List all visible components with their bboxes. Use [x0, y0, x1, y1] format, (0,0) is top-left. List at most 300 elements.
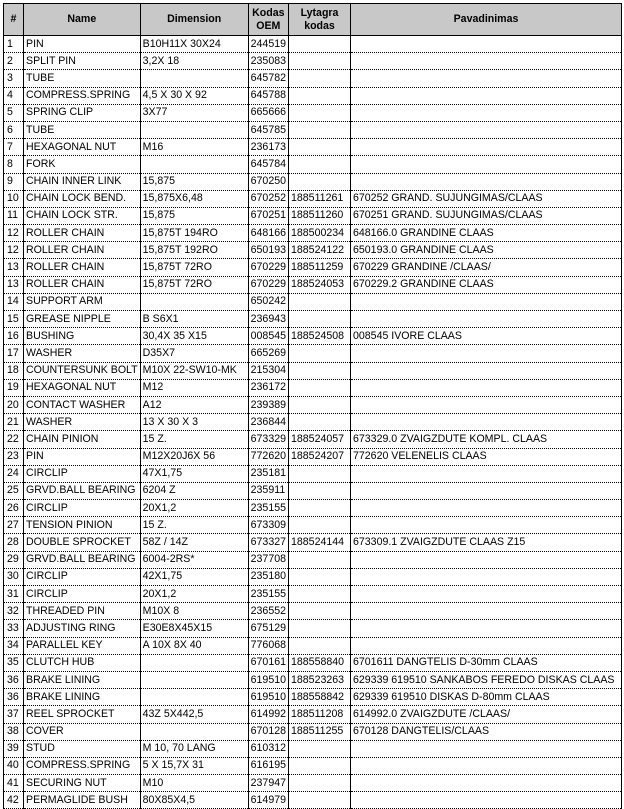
cell-name: ROLLER CHAIN	[24, 276, 141, 293]
cell-pavadinimas	[351, 603, 622, 620]
table-row	[4, 173, 622, 190]
cell-kodas-oem: 235911	[248, 482, 288, 499]
cell-dimension: M16	[140, 139, 248, 156]
cell-kodas-oem: 239389	[248, 396, 288, 413]
cell-pavadinimas	[351, 414, 622, 431]
cell-kodas-oem: 645785	[248, 121, 288, 138]
header-num: #	[4, 4, 24, 36]
table-row	[4, 87, 622, 104]
cell-num: 1	[4, 36, 24, 53]
cell-name: DOUBLE SPROCKET	[24, 534, 141, 551]
cell-kodas-oem: 673327	[248, 534, 288, 551]
cell-pavadinimas	[351, 70, 622, 87]
cell-lytagra-kodas	[289, 568, 351, 585]
cell-pavadinimas	[351, 465, 622, 482]
cell-pavadinimas: 629339 619510 SANKABOS FEREDO DISKAS CLAAS	[351, 671, 622, 688]
cell-lytagra-kodas	[289, 345, 351, 362]
table-row	[4, 757, 622, 774]
table-row	[4, 671, 622, 688]
cell-dimension: B S6X1	[140, 311, 248, 328]
header-lytagra-kodas-line1: Lytagra	[300, 6, 339, 19]
cell-kodas-oem: 236943	[248, 311, 288, 328]
cell-lytagra-kodas	[289, 396, 351, 413]
cell-pavadinimas	[351, 792, 622, 809]
cell-pavadinimas	[351, 311, 622, 328]
cell-pavadinimas	[351, 53, 622, 70]
cell-lytagra-kodas	[289, 482, 351, 499]
cell-dimension: 15 Z.	[140, 517, 248, 534]
cell-lytagra-kodas	[289, 311, 351, 328]
cell-kodas-oem: 670128	[248, 723, 288, 740]
cell-kodas-oem: 650242	[248, 293, 288, 310]
cell-lytagra-kodas	[289, 293, 351, 310]
cell-lytagra-kodas	[289, 104, 351, 121]
table-row	[4, 482, 622, 499]
cell-kodas-oem: 235180	[248, 568, 288, 585]
table-row	[4, 448, 622, 465]
cell-num: 17	[4, 345, 24, 362]
cell-name: TUBE	[24, 70, 141, 87]
cell-lytagra-kodas	[289, 379, 351, 396]
cell-name: SUPPORT ARM	[24, 293, 141, 310]
cell-name: CIRCLIP	[24, 465, 141, 482]
cell-num: 25	[4, 482, 24, 499]
table-row	[4, 362, 622, 379]
cell-num: 13	[4, 259, 24, 276]
cell-lytagra-kodas	[289, 465, 351, 482]
cell-num: 15	[4, 311, 24, 328]
table-row	[4, 36, 622, 53]
table-row	[4, 775, 622, 792]
cell-kodas-oem: 776068	[248, 637, 288, 654]
cell-dimension: 3X77	[140, 104, 248, 121]
cell-name: PIN	[24, 448, 141, 465]
cell-dimension	[140, 293, 248, 310]
cell-name: GRVD.BALL BEARING	[24, 482, 141, 499]
cell-kodas-oem: 665666	[248, 104, 288, 121]
cell-name: ROLLER CHAIN	[24, 225, 141, 242]
table-row	[4, 259, 622, 276]
cell-num: 18	[4, 362, 24, 379]
cell-name: ROLLER CHAIN	[24, 259, 141, 276]
cell-dimension: M10	[140, 775, 248, 792]
cell-dimension: D35X7	[140, 345, 248, 362]
table-row	[4, 654, 622, 671]
cell-num: 11	[4, 207, 24, 224]
cell-lytagra-kodas: 188558842	[289, 689, 351, 706]
cell-pavadinimas	[351, 517, 622, 534]
cell-name: CHAIN PINION	[24, 431, 141, 448]
cell-lytagra-kodas	[289, 517, 351, 534]
cell-kodas-oem: 235083	[248, 53, 288, 70]
cell-num: 13	[4, 276, 24, 293]
cell-name: TUBE	[24, 121, 141, 138]
cell-kodas-oem: 008545	[248, 328, 288, 345]
cell-pavadinimas: 670251 GRAND. SUJUNGIMAS/CLAAS	[351, 207, 622, 224]
cell-name: BRAKE LINING	[24, 671, 141, 688]
cell-name: CIRCLIP	[24, 586, 141, 603]
cell-lytagra-kodas	[289, 36, 351, 53]
cell-kodas-oem: 614992	[248, 706, 288, 723]
header-name: Name	[24, 4, 141, 36]
cell-kodas-oem: 235155	[248, 586, 288, 603]
cell-num: 21	[4, 414, 24, 431]
table-header	[4, 4, 622, 36]
cell-kodas-oem: 236173	[248, 139, 288, 156]
cell-num: 35	[4, 654, 24, 671]
cell-dimension	[140, 723, 248, 740]
cell-kodas-oem: 670250	[248, 173, 288, 190]
cell-pavadinimas	[351, 500, 622, 517]
cell-num: 20	[4, 396, 24, 413]
cell-name: WASHER	[24, 414, 141, 431]
table-row	[4, 723, 622, 740]
cell-pavadinimas	[351, 620, 622, 637]
cell-pavadinimas	[351, 740, 622, 757]
table-row	[4, 242, 622, 259]
cell-dimension: A12	[140, 396, 248, 413]
table-row	[4, 345, 622, 362]
cell-pavadinimas	[351, 345, 622, 362]
cell-name: PARALLEL KEY	[24, 637, 141, 654]
parts-table	[3, 3, 622, 809]
cell-kodas-oem: 610312	[248, 740, 288, 757]
cell-name: CIRCLIP	[24, 568, 141, 585]
cell-dimension: 15 Z.	[140, 431, 248, 448]
cell-num: 5	[4, 104, 24, 121]
cell-dimension: M12	[140, 379, 248, 396]
cell-num: 23	[4, 448, 24, 465]
cell-num: 7	[4, 139, 24, 156]
cell-name: PERMAGLIDE BUSH	[24, 792, 141, 809]
cell-dimension: M 10, 70 LANG	[140, 740, 248, 757]
cell-pavadinimas	[351, 156, 622, 173]
cell-dimension: 58Z / 14Z	[140, 534, 248, 551]
cell-pavadinimas: 650193.0 GRANDINE CLAAS	[351, 242, 622, 259]
table-row	[4, 568, 622, 585]
cell-dimension: 15,875T 72RO	[140, 259, 248, 276]
cell-name: CONTACT WASHER	[24, 396, 141, 413]
cell-dimension	[140, 654, 248, 671]
cell-kodas-oem: 614979	[248, 792, 288, 809]
cell-dimension: M10X 22-SW10-MK	[140, 362, 248, 379]
cell-dimension: 15,875	[140, 173, 248, 190]
cell-name: THREADED PIN	[24, 603, 141, 620]
cell-lytagra-kodas: 188511255	[289, 723, 351, 740]
cell-lytagra-kodas: 188511208	[289, 706, 351, 723]
cell-name: CHAIN INNER LINK	[24, 173, 141, 190]
table-row	[4, 396, 622, 413]
cell-kodas-oem: 673309	[248, 517, 288, 534]
cell-lytagra-kodas	[289, 500, 351, 517]
cell-name: COVER	[24, 723, 141, 740]
cell-num: 14	[4, 293, 24, 310]
cell-dimension: 13 X 30 X 3	[140, 414, 248, 431]
cell-pavadinimas	[351, 586, 622, 603]
cell-dimension: 6004-2RS*	[140, 551, 248, 568]
cell-lytagra-kodas: 188524057	[289, 431, 351, 448]
cell-num: 36	[4, 671, 24, 688]
cell-name: TENSION PINION	[24, 517, 141, 534]
table-row	[4, 293, 622, 310]
cell-lytagra-kodas	[289, 586, 351, 603]
header-pavadinimas: Pavadinimas	[351, 4, 622, 36]
cell-kodas-oem: 670229	[248, 259, 288, 276]
header-dimension: Dimension	[140, 4, 248, 36]
cell-name: HEXAGONAL NUT	[24, 379, 141, 396]
cell-kodas-oem: 670251	[248, 207, 288, 224]
cell-pavadinimas	[351, 104, 622, 121]
cell-num: 37	[4, 706, 24, 723]
cell-kodas-oem: 215304	[248, 362, 288, 379]
cell-pavadinimas	[351, 396, 622, 413]
cell-lytagra-kodas	[289, 551, 351, 568]
table-row	[4, 500, 622, 517]
cell-pavadinimas: 673309.1 ZVAIGZDUTE CLAAS Z15	[351, 534, 622, 551]
table-row	[4, 414, 622, 431]
cell-lytagra-kodas	[289, 414, 351, 431]
cell-name: ROLLER CHAIN	[24, 242, 141, 259]
table-row	[4, 156, 622, 173]
cell-name: SECURING NUT	[24, 775, 141, 792]
table-row	[4, 637, 622, 654]
table-row	[4, 379, 622, 396]
table-row	[4, 620, 622, 637]
cell-pavadinimas: 670128 DANGTELIS/CLAAS	[351, 723, 622, 740]
cell-dimension	[140, 671, 248, 688]
cell-lytagra-kodas	[289, 139, 351, 156]
cell-name: SPRING CLIP	[24, 104, 141, 121]
cell-num: 32	[4, 603, 24, 620]
cell-dimension	[140, 689, 248, 706]
header-row	[4, 4, 622, 36]
cell-num: 41	[4, 775, 24, 792]
cell-name: CIRCLIP	[24, 500, 141, 517]
cell-dimension: 43Z 5X442,5	[140, 706, 248, 723]
cell-num: 31	[4, 586, 24, 603]
table-row	[4, 465, 622, 482]
cell-lytagra-kodas	[289, 620, 351, 637]
cell-pavadinimas: 648166.0 GRANDINE CLAAS	[351, 225, 622, 242]
cell-lytagra-kodas: 188524053	[289, 276, 351, 293]
cell-num: 36	[4, 689, 24, 706]
cell-num: 42	[4, 792, 24, 809]
cell-kodas-oem: 665269	[248, 345, 288, 362]
cell-dimension: 30,4X 35 X15	[140, 328, 248, 345]
cell-pavadinimas: 614992.0 ZVAIGZDUTE /CLAAS/	[351, 706, 622, 723]
table-row	[4, 689, 622, 706]
cell-num: 30	[4, 568, 24, 585]
cell-lytagra-kodas	[289, 70, 351, 87]
cell-dimension: 47X1,75	[140, 465, 248, 482]
table-row	[4, 190, 622, 207]
header-lytagra-kodas	[289, 4, 351, 36]
cell-dimension	[140, 70, 248, 87]
table-row	[4, 225, 622, 242]
cell-dimension: 4,5 X 30 X 92	[140, 87, 248, 104]
cell-num: 2	[4, 53, 24, 70]
cell-lytagra-kodas: 188511260	[289, 207, 351, 224]
cell-lytagra-kodas	[289, 53, 351, 70]
cell-pavadinimas: 008545 IVORE CLAAS	[351, 328, 622, 345]
cell-dimension: 42X1,75	[140, 568, 248, 585]
table-row	[4, 517, 622, 534]
header-kodas-oem-line1: Kodas	[252, 6, 285, 19]
table-row	[4, 139, 622, 156]
cell-name: SPLIT PIN	[24, 53, 141, 70]
cell-lytagra-kodas: 188524144	[289, 534, 351, 551]
cell-kodas-oem: 645788	[248, 87, 288, 104]
cell-kodas-oem: 670252	[248, 190, 288, 207]
cell-lytagra-kodas	[289, 87, 351, 104]
header-lytagra-kodas-line2: kodas	[304, 19, 335, 32]
cell-num: 33	[4, 620, 24, 637]
cell-dimension: M12X20J6X 56	[140, 448, 248, 465]
cell-pavadinimas: 629339 619510 DISKAS D-80mm CLAAS	[351, 689, 622, 706]
table-row	[4, 792, 622, 809]
cell-pavadinimas	[351, 757, 622, 774]
cell-dimension: 15,875T 194RO	[140, 225, 248, 242]
cell-kodas-oem: 670229	[248, 276, 288, 293]
cell-name: GREASE NIPPLE	[24, 311, 141, 328]
cell-num: 24	[4, 465, 24, 482]
cell-lytagra-kodas: 188524207	[289, 448, 351, 465]
cell-lytagra-kodas	[289, 603, 351, 620]
table-row	[4, 276, 622, 293]
cell-kodas-oem: 673329	[248, 431, 288, 448]
cell-dimension: 15,875X6,48	[140, 190, 248, 207]
table-row	[4, 207, 622, 224]
cell-dimension	[140, 121, 248, 138]
cell-lytagra-kodas: 188511259	[289, 259, 351, 276]
cell-num: 22	[4, 431, 24, 448]
table-row	[4, 551, 622, 568]
cell-num: 12	[4, 225, 24, 242]
parts-table-container	[3, 3, 622, 809]
cell-kodas-oem: 616195	[248, 757, 288, 774]
cell-lytagra-kodas	[289, 156, 351, 173]
cell-pavadinimas	[351, 362, 622, 379]
cell-name: CHAIN LOCK STR.	[24, 207, 141, 224]
cell-pavadinimas: 670229.2 GRANDINE CLAAS	[351, 276, 622, 293]
header-kodas-oem	[248, 4, 288, 36]
cell-lytagra-kodas	[289, 792, 351, 809]
cell-name: REEL SPROCKET	[24, 706, 141, 723]
cell-name: CHAIN LOCK BEND.	[24, 190, 141, 207]
table-row	[4, 328, 622, 345]
cell-lytagra-kodas	[289, 740, 351, 757]
cell-kodas-oem: 772620	[248, 448, 288, 465]
cell-pavadinimas	[351, 87, 622, 104]
cell-name: PIN	[24, 36, 141, 53]
cell-dimension: M10X 8	[140, 603, 248, 620]
cell-name: CLUTCH HUB	[24, 654, 141, 671]
cell-num: 38	[4, 723, 24, 740]
cell-num: 3	[4, 70, 24, 87]
header-kodas-oem-line2: OEM	[256, 19, 281, 32]
cell-num: 29	[4, 551, 24, 568]
cell-kodas-oem: 236844	[248, 414, 288, 431]
cell-dimension: 20X1,2	[140, 500, 248, 517]
cell-pavadinimas	[351, 568, 622, 585]
cell-name: COMPRESS.SPRING	[24, 757, 141, 774]
cell-kodas-oem: 645784	[248, 156, 288, 173]
table-row	[4, 311, 622, 328]
cell-num: 19	[4, 379, 24, 396]
cell-num: 6	[4, 121, 24, 138]
cell-pavadinimas	[351, 36, 622, 53]
cell-lytagra-kodas	[289, 173, 351, 190]
cell-kodas-oem: 235155	[248, 500, 288, 517]
cell-num: 27	[4, 517, 24, 534]
cell-num: 39	[4, 740, 24, 757]
cell-dimension: 15,875	[140, 207, 248, 224]
cell-pavadinimas	[351, 121, 622, 138]
cell-lytagra-kodas	[289, 637, 351, 654]
cell-num: 8	[4, 156, 24, 173]
table-row	[4, 603, 622, 620]
cell-dimension: 3,2X 18	[140, 53, 248, 70]
cell-pavadinimas	[351, 293, 622, 310]
cell-name: FORK	[24, 156, 141, 173]
cell-pavadinimas: 670252 GRAND. SUJUNGIMAS/CLAAS	[351, 190, 622, 207]
cell-dimension: 6204 Z	[140, 482, 248, 499]
cell-dimension: 5 X 15,7X 31	[140, 757, 248, 774]
cell-lytagra-kodas	[289, 775, 351, 792]
cell-name: HEXAGONAL NUT	[24, 139, 141, 156]
cell-lytagra-kodas	[289, 121, 351, 138]
cell-pavadinimas	[351, 173, 622, 190]
table-row	[4, 121, 622, 138]
cell-pavadinimas	[351, 139, 622, 156]
cell-dimension: 80X85X4,5	[140, 792, 248, 809]
cell-num: 4	[4, 87, 24, 104]
cell-lytagra-kodas: 188511261	[289, 190, 351, 207]
table-body	[4, 36, 622, 809]
cell-name: COUNTERSUNK BOLT	[24, 362, 141, 379]
cell-dimension: 15,875T 192RO	[140, 242, 248, 259]
cell-dimension	[140, 156, 248, 173]
cell-num: 40	[4, 757, 24, 774]
table-row	[4, 53, 622, 70]
table-row	[4, 70, 622, 87]
cell-num: 16	[4, 328, 24, 345]
cell-num: 26	[4, 500, 24, 517]
cell-num: 34	[4, 637, 24, 654]
cell-name: STUD	[24, 740, 141, 757]
cell-pavadinimas	[351, 551, 622, 568]
cell-kodas-oem: 619510	[248, 671, 288, 688]
cell-kodas-oem: 237708	[248, 551, 288, 568]
cell-lytagra-kodas	[289, 757, 351, 774]
cell-lytagra-kodas: 188524122	[289, 242, 351, 259]
cell-name: GRVD.BALL BEARING	[24, 551, 141, 568]
cell-lytagra-kodas: 188500234	[289, 225, 351, 242]
cell-lytagra-kodas: 188558840	[289, 654, 351, 671]
cell-pavadinimas	[351, 482, 622, 499]
cell-pavadinimas	[351, 775, 622, 792]
table-row	[4, 431, 622, 448]
cell-num: 9	[4, 173, 24, 190]
cell-pavadinimas	[351, 379, 622, 396]
cell-kodas-oem: 648166	[248, 225, 288, 242]
cell-kodas-oem: 645782	[248, 70, 288, 87]
table-row	[4, 740, 622, 757]
cell-kodas-oem: 237947	[248, 775, 288, 792]
cell-kodas-oem: 670161	[248, 654, 288, 671]
cell-kodas-oem: 236552	[248, 603, 288, 620]
table-row	[4, 104, 622, 121]
